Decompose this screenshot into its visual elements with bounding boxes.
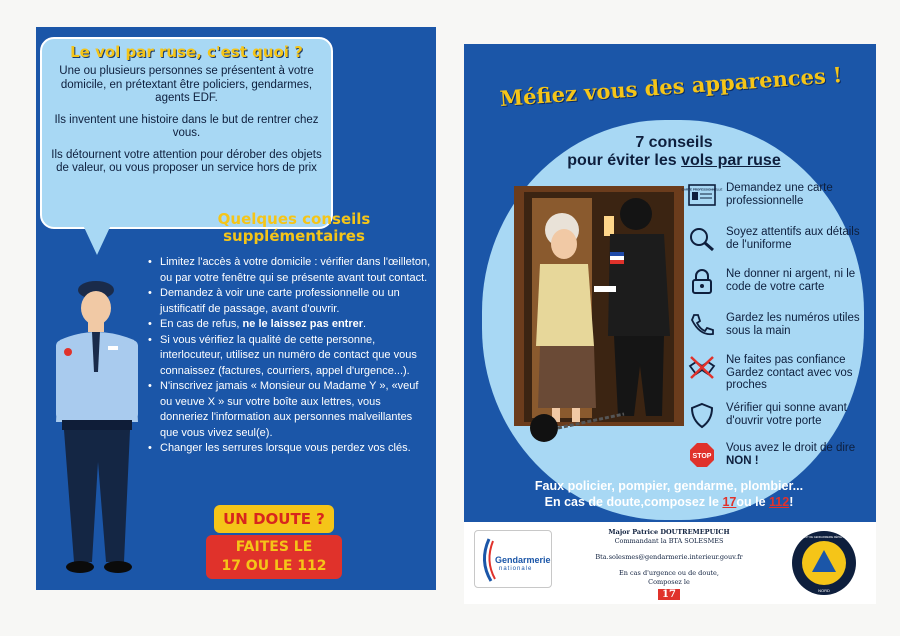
seven-tips-title [524, 134, 824, 170]
padlock-icon [688, 268, 716, 294]
faites-badge [206, 535, 342, 579]
number-112: 112 [769, 495, 790, 509]
seven-line-2-start: pour éviter les [567, 152, 682, 169]
seal-top-text: GROUPEMENT DE GENDARMERIE DÉPARTEMENTALE [790, 536, 858, 539]
advice-4-text: Gardez les numéros utiles sous la main [726, 312, 860, 337]
logo-line-1: Gendarmerie [495, 555, 551, 565]
urgence-number: 17 [658, 589, 680, 600]
major-name: Major Patrice DOUTREMEPUICH [608, 528, 730, 536]
faites-line-1: FAITES LE [235, 539, 313, 555]
advice-7-start: Vous avez le droit de dire [726, 442, 856, 454]
list-item: • Demandez à voir une carte professionnelle ou un justificatif de passage, avant d'ouvrir. [148, 286, 432, 317]
door-scene-illustration [514, 186, 684, 446]
bubble-title: Le vol par ruse, c'est quoi ? [70, 43, 303, 61]
shield-icon [688, 402, 716, 428]
faux-line-2-end: ! [789, 495, 794, 509]
groupement-seal [782, 528, 866, 598]
faites-line-2: 17 OU LE 112 [221, 558, 327, 574]
tip3-bold: ne le laissez pas entrer [242, 318, 363, 330]
seven-line-2 [524, 152, 824, 170]
right-panel [464, 44, 876, 604]
advice-7-text [726, 442, 866, 467]
urgence-line-1: En cas d'urgence ou de doute, [619, 569, 719, 577]
tips-list [148, 255, 432, 457]
list-item: • Limitez l'accès à votre domicile : vérifier dans l'œilleton, ou par votre fenêtre qui se présente avant tout contact. [148, 255, 432, 286]
tip3-end: . [363, 318, 367, 330]
logo-line-2: nationale [499, 566, 533, 572]
faux-line-2 [484, 494, 854, 510]
number-17: 17 [722, 495, 737, 509]
faux-line-2-start: En cas de doute,composez le [544, 495, 723, 509]
list-item: • Si vous vérifiez la qualité de cette personne, interlocuteur, utilisez un numéro de contact que vous connaissez (factures, courriers, appel d'urgence...). [148, 333, 432, 380]
list-item: • Changer les serrures lorsque vous perdez vos clés. [148, 441, 432, 457]
card-label: CARTE PROFESSIONNELLE [681, 187, 723, 192]
speech-bubble [40, 37, 333, 229]
seal-bottom-text: NORD [818, 588, 830, 593]
faux-line-1: Faux policier, pompier, gendarme, plombier... [534, 479, 804, 493]
phone-icon [688, 312, 716, 338]
gendarme-illustration [48, 262, 148, 582]
bubble-paragraph-3: Ils détournent votre attention pour dérober des objets de valeur, ou vous proposer un service hors de prix [51, 148, 322, 174]
faux-warning [484, 478, 854, 510]
footer [464, 522, 876, 604]
faux-line-2-mid: ou le [736, 495, 770, 509]
stop-label: STOP [692, 453, 712, 460]
commandant: Commandant la BTA SOLESMES [614, 537, 724, 545]
contact-block [574, 528, 764, 600]
id-card-icon [681, 182, 723, 208]
advice-3-text: Ne donner ni argent, ni le code de votre carte [726, 268, 856, 293]
gendarmerie-logo [474, 530, 552, 588]
conseils-title: Quelques conseils supplémentaires [217, 210, 371, 245]
magnifier-icon [688, 226, 716, 252]
email: Bta.solesmes@gendarmerie.interieur.gouv.fr [595, 553, 743, 561]
advice-5-text: Ne faites pas confiance Gardez contact avec vos proches [726, 354, 853, 391]
advice-6-text: Vérifier qui sonne avant d'ouvrir votre porte [726, 402, 847, 427]
bubble-tail [83, 225, 111, 255]
seven-line-1: 7 conseils [635, 134, 713, 151]
left-panel [36, 27, 436, 590]
bubble-paragraph-1: Une ou plusieurs personnes se présentent à votre domicile, en prétextant être policiers, gendarmes, agents EDF. [59, 65, 314, 104]
tip3-start: En cas de refus, [160, 318, 243, 330]
advice-1-text: Demandez une carte professionnelle [726, 182, 833, 207]
headline: Méfiez vous des apparences ! [499, 62, 843, 111]
advice-7-bold: NON ! [726, 454, 759, 467]
bubble-paragraph-2: Ils inventent une histoire dans le but de rentrer chez vous. [54, 113, 319, 139]
handshake-icon [688, 354, 716, 380]
stop-sign-icon [688, 442, 716, 468]
list-item: • N'inscrivez jamais « Monsieur ou Madame Y », «veuf ou veuve X » sur votre boîte aux lettres, vous donneriez l'information aux personnes malveillantes que vous vivez seul(e). [148, 379, 432, 441]
seven-line-2-underlined: vols par ruse [681, 152, 781, 169]
urgence-line-2: Composez le [648, 578, 690, 586]
advice-2-text: Soyez attentifs aux détails de l'uniforme [726, 226, 860, 251]
doute-badge: UN DOUTE ? [214, 505, 334, 533]
list-item [148, 317, 432, 333]
